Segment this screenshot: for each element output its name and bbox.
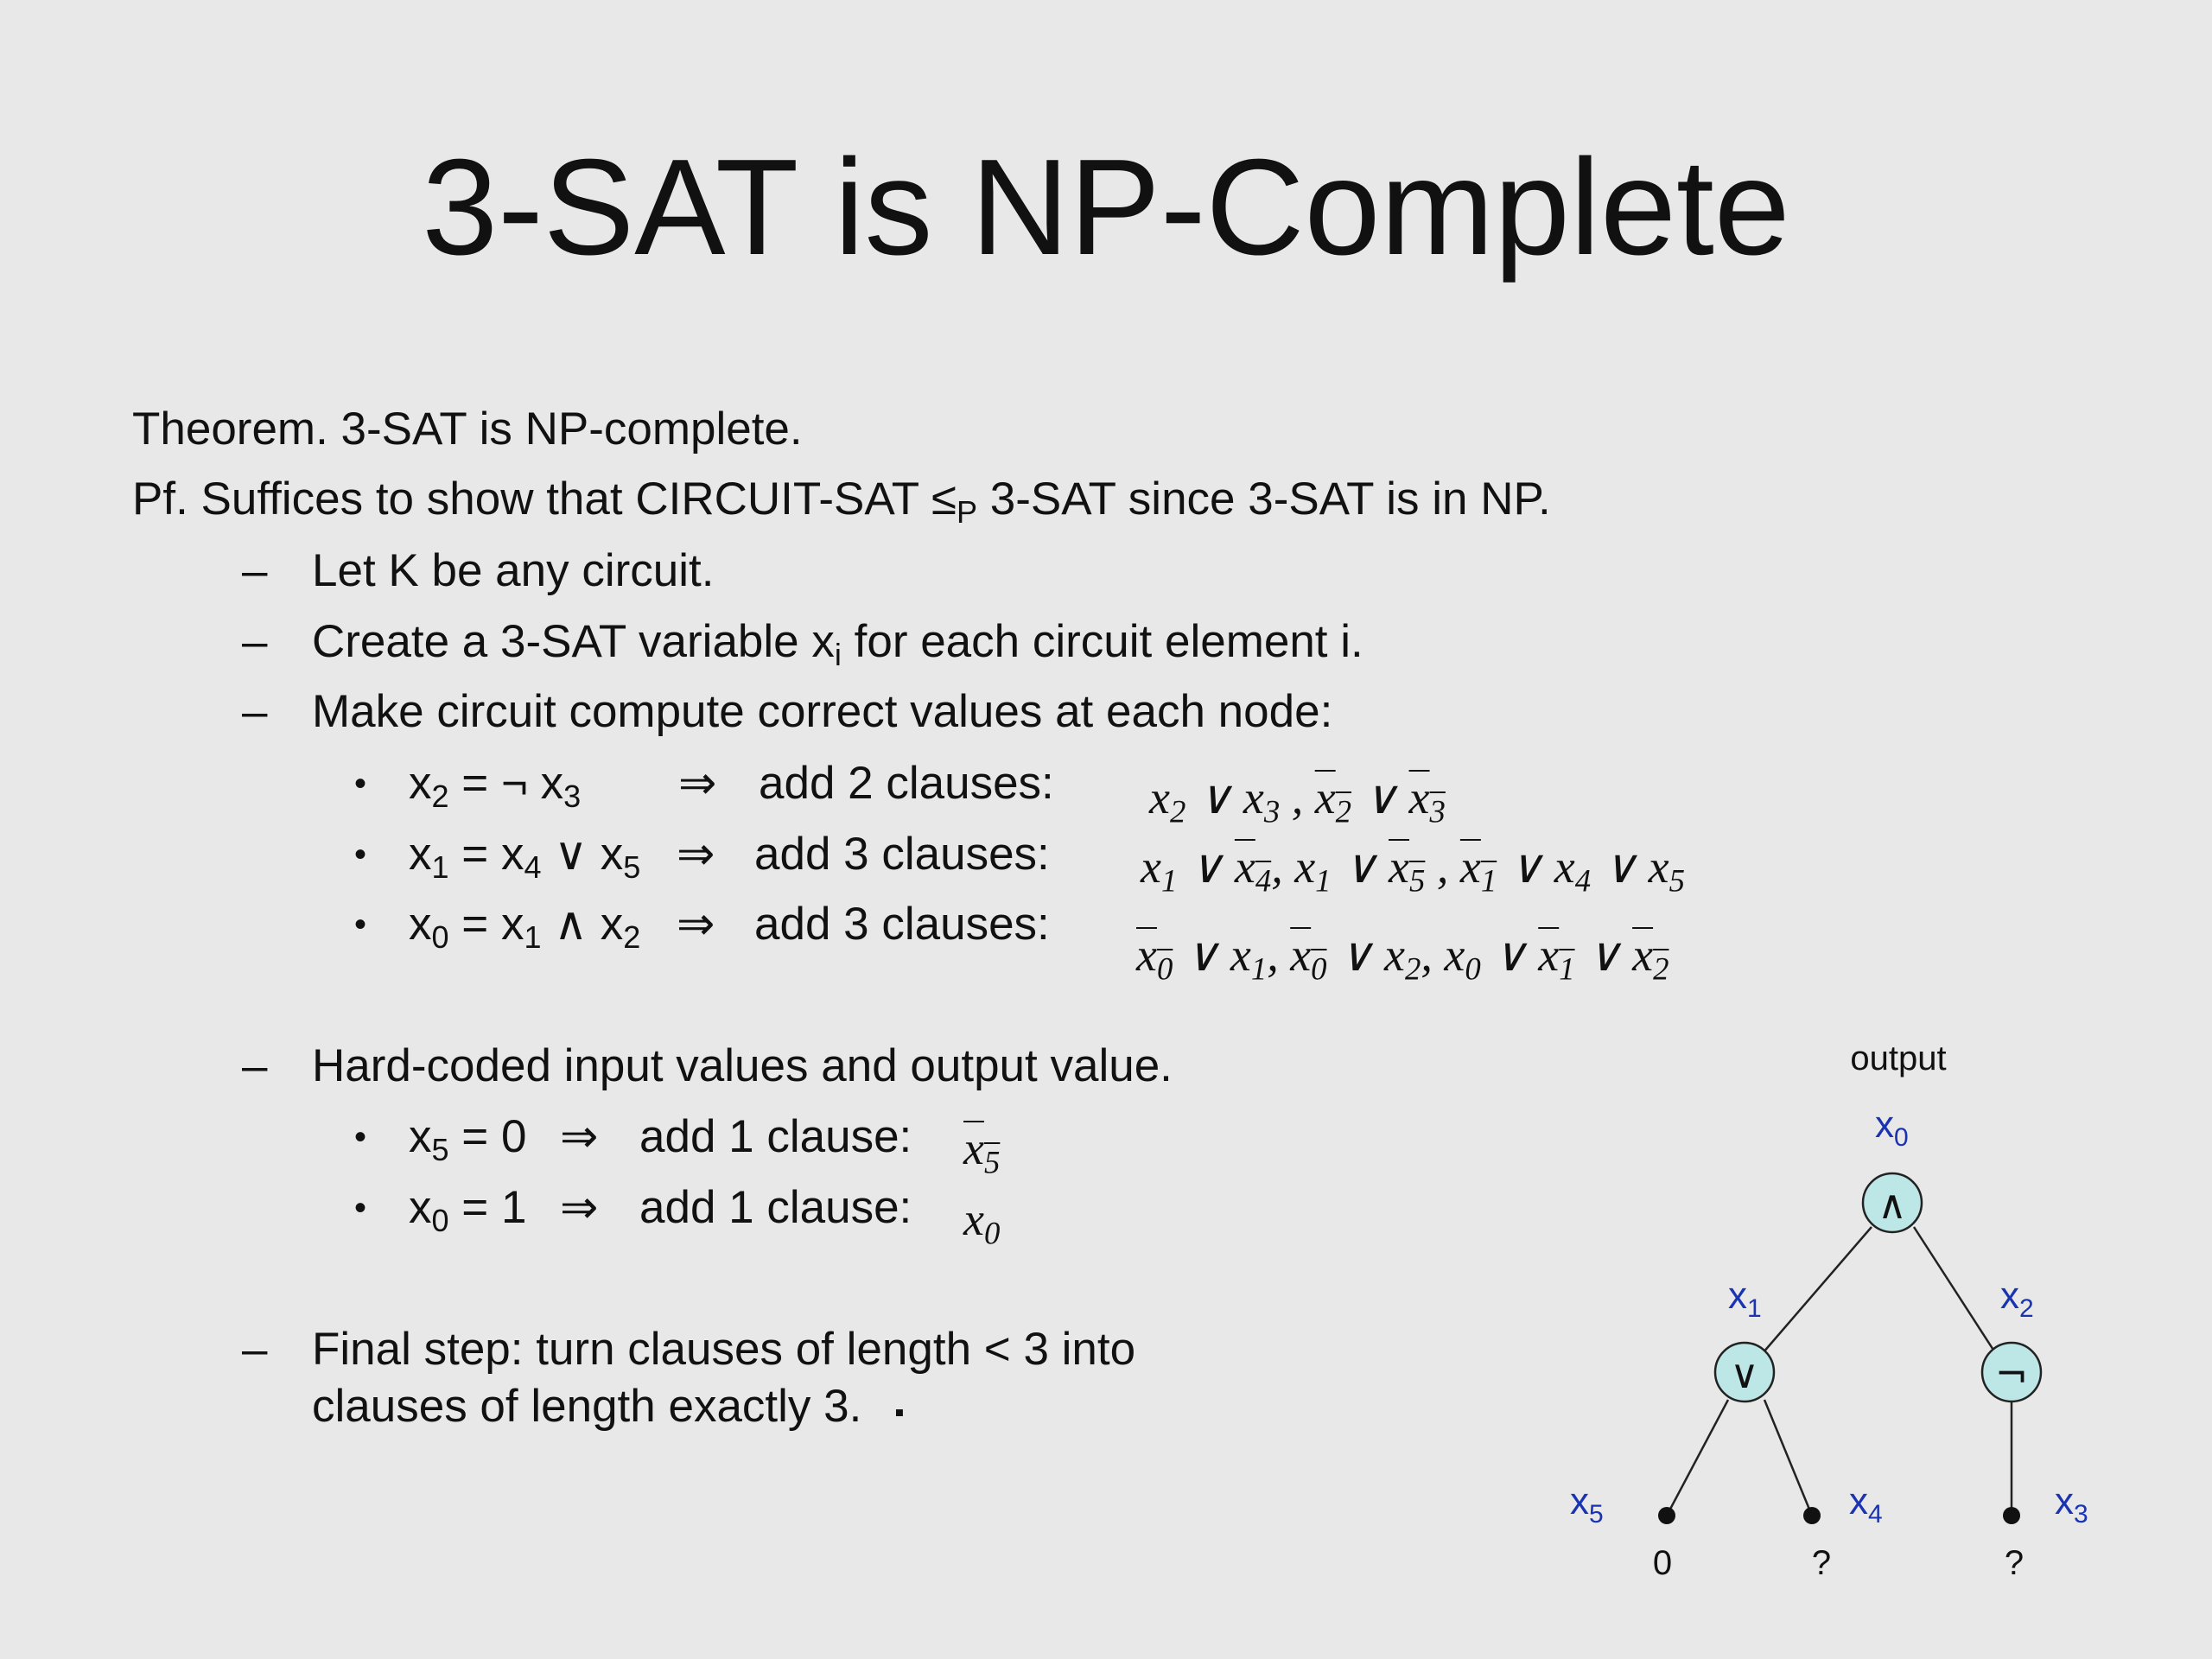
p-subscript: P (956, 494, 978, 531)
qed-symbol: ▪ (894, 1396, 905, 1427)
value-x5: 0 (1652, 1544, 1673, 1582)
value-x4: ? (1811, 1544, 1832, 1582)
label-x0: $x_0$ (1875, 1103, 1909, 1152)
edge-x1-x4 (1764, 1400, 1812, 1516)
theorem-line: Theorem. 3-SAT is NP-complete. (132, 404, 803, 454)
rule-input-lhs: $x_5 = 0$ (409, 1111, 527, 1168)
sub: 2 (431, 779, 449, 815)
clauses-and: $x_0$ ∨ $x_1$, $x_0$ ∨ $x_2$, $x_0$ ∨ $x_1$ ∨ $x_2$ (1136, 929, 1669, 987)
rule-action: add 3 clauses: (754, 899, 1050, 950)
and-gate-symbol: ∧ (1878, 1181, 1907, 1228)
rule-action: add 1 clause: (639, 1111, 912, 1162)
bullet: • (354, 1189, 367, 1227)
subscript-i: i (834, 637, 842, 673)
value-x3: ? (2004, 1544, 2024, 1582)
dash-marker: – (242, 1040, 268, 1091)
rule-action: add 1 clause: (639, 1182, 912, 1233)
dash-marker: – (242, 686, 268, 737)
label-x2: $x_2$ (2000, 1274, 2034, 1323)
proof-suffix: 3-SAT since 3-SAT is in NP. (977, 474, 1551, 524)
slide-title: 3-SAT is NP-Complete (422, 131, 1790, 283)
input-dot-x3 (2003, 1507, 2020, 1524)
dash-marker: – (242, 545, 268, 596)
var-x: x (409, 758, 432, 809)
bullet: • (354, 906, 367, 944)
input-dot-x4 (1803, 1507, 1821, 1524)
item-create-text-end: for each circuit element i. (841, 616, 1363, 667)
rule-or-lhs: $x_1 = x_4$ ∨ $x_5$ (409, 829, 641, 886)
label-x3: $x_3$ (2055, 1480, 2088, 1529)
implies-arrow: ⇒ (560, 1111, 599, 1162)
implies-arrow: ⇒ (677, 899, 715, 950)
dash-marker: – (242, 1324, 268, 1375)
final-step-text: clauses of length exactly 3. (312, 1381, 862, 1432)
edge-x0-x1 (1763, 1227, 1872, 1353)
sub: 3 (563, 779, 582, 815)
edge-x0-x2 (1914, 1227, 1998, 1357)
rule-action: add 2 clauses: (759, 758, 1054, 809)
item-final-step: Final step: turn clauses of length < 3 into (312, 1324, 1136, 1375)
item-make-circuit: Make circuit compute correct values at each node: (312, 686, 1333, 737)
clauses-not: $x_2$ ∨ $x_3$ , $x_2$ ∨ $x_3$ (1149, 772, 1446, 830)
clauses-or: $x_1$ ∨ $x_4$, $x_1$ ∨ $x_5$ , $x_1$ ∨ $x_4$ ∨ $x_5$ (1141, 841, 1685, 899)
not-gate-symbol: ¬ (1994, 1351, 2029, 1397)
bullet: • (354, 1118, 367, 1156)
rule-eq: = ¬ x (448, 758, 564, 809)
implies-arrow: ⇒ (560, 1182, 599, 1233)
rule-and-lhs: $x_0 = x_1$ ∧ $x_2$ (409, 899, 641, 956)
or-gate-symbol: ∨ (1730, 1351, 1759, 1397)
output-label: output (1850, 1039, 1947, 1077)
implies-arrow: ⇒ (677, 829, 715, 880)
clause-x5: $x_5$ (963, 1122, 1001, 1180)
implies-arrow: ⇒ (678, 758, 717, 809)
rule-action: add 3 clauses: (754, 829, 1050, 880)
rule-output-lhs: $x_0 = 1$ (409, 1182, 527, 1239)
le-symbol: ≤ (931, 474, 957, 524)
label-x4: $x_4$ (1849, 1480, 1883, 1529)
label-x5: $x_5$ (1570, 1480, 1604, 1529)
edge-x1-x5 (1667, 1400, 1728, 1516)
clause-x0: $x_0$ (963, 1193, 1001, 1251)
proof-prefix: Pf. Suffices to show that CIRCUIT-SAT (132, 474, 931, 524)
item-hard-coded: Hard-coded input values and output value. (312, 1040, 1173, 1091)
bullet: • (354, 836, 367, 874)
input-dot-x5 (1658, 1507, 1675, 1524)
dash-marker: – (242, 616, 268, 667)
item-create-text: Create a 3-SAT variable x (312, 616, 835, 667)
item-let-k: Let K be any circuit. (312, 545, 715, 596)
label-x1: $x_1$ (1728, 1274, 1762, 1323)
bullet: • (354, 765, 367, 803)
